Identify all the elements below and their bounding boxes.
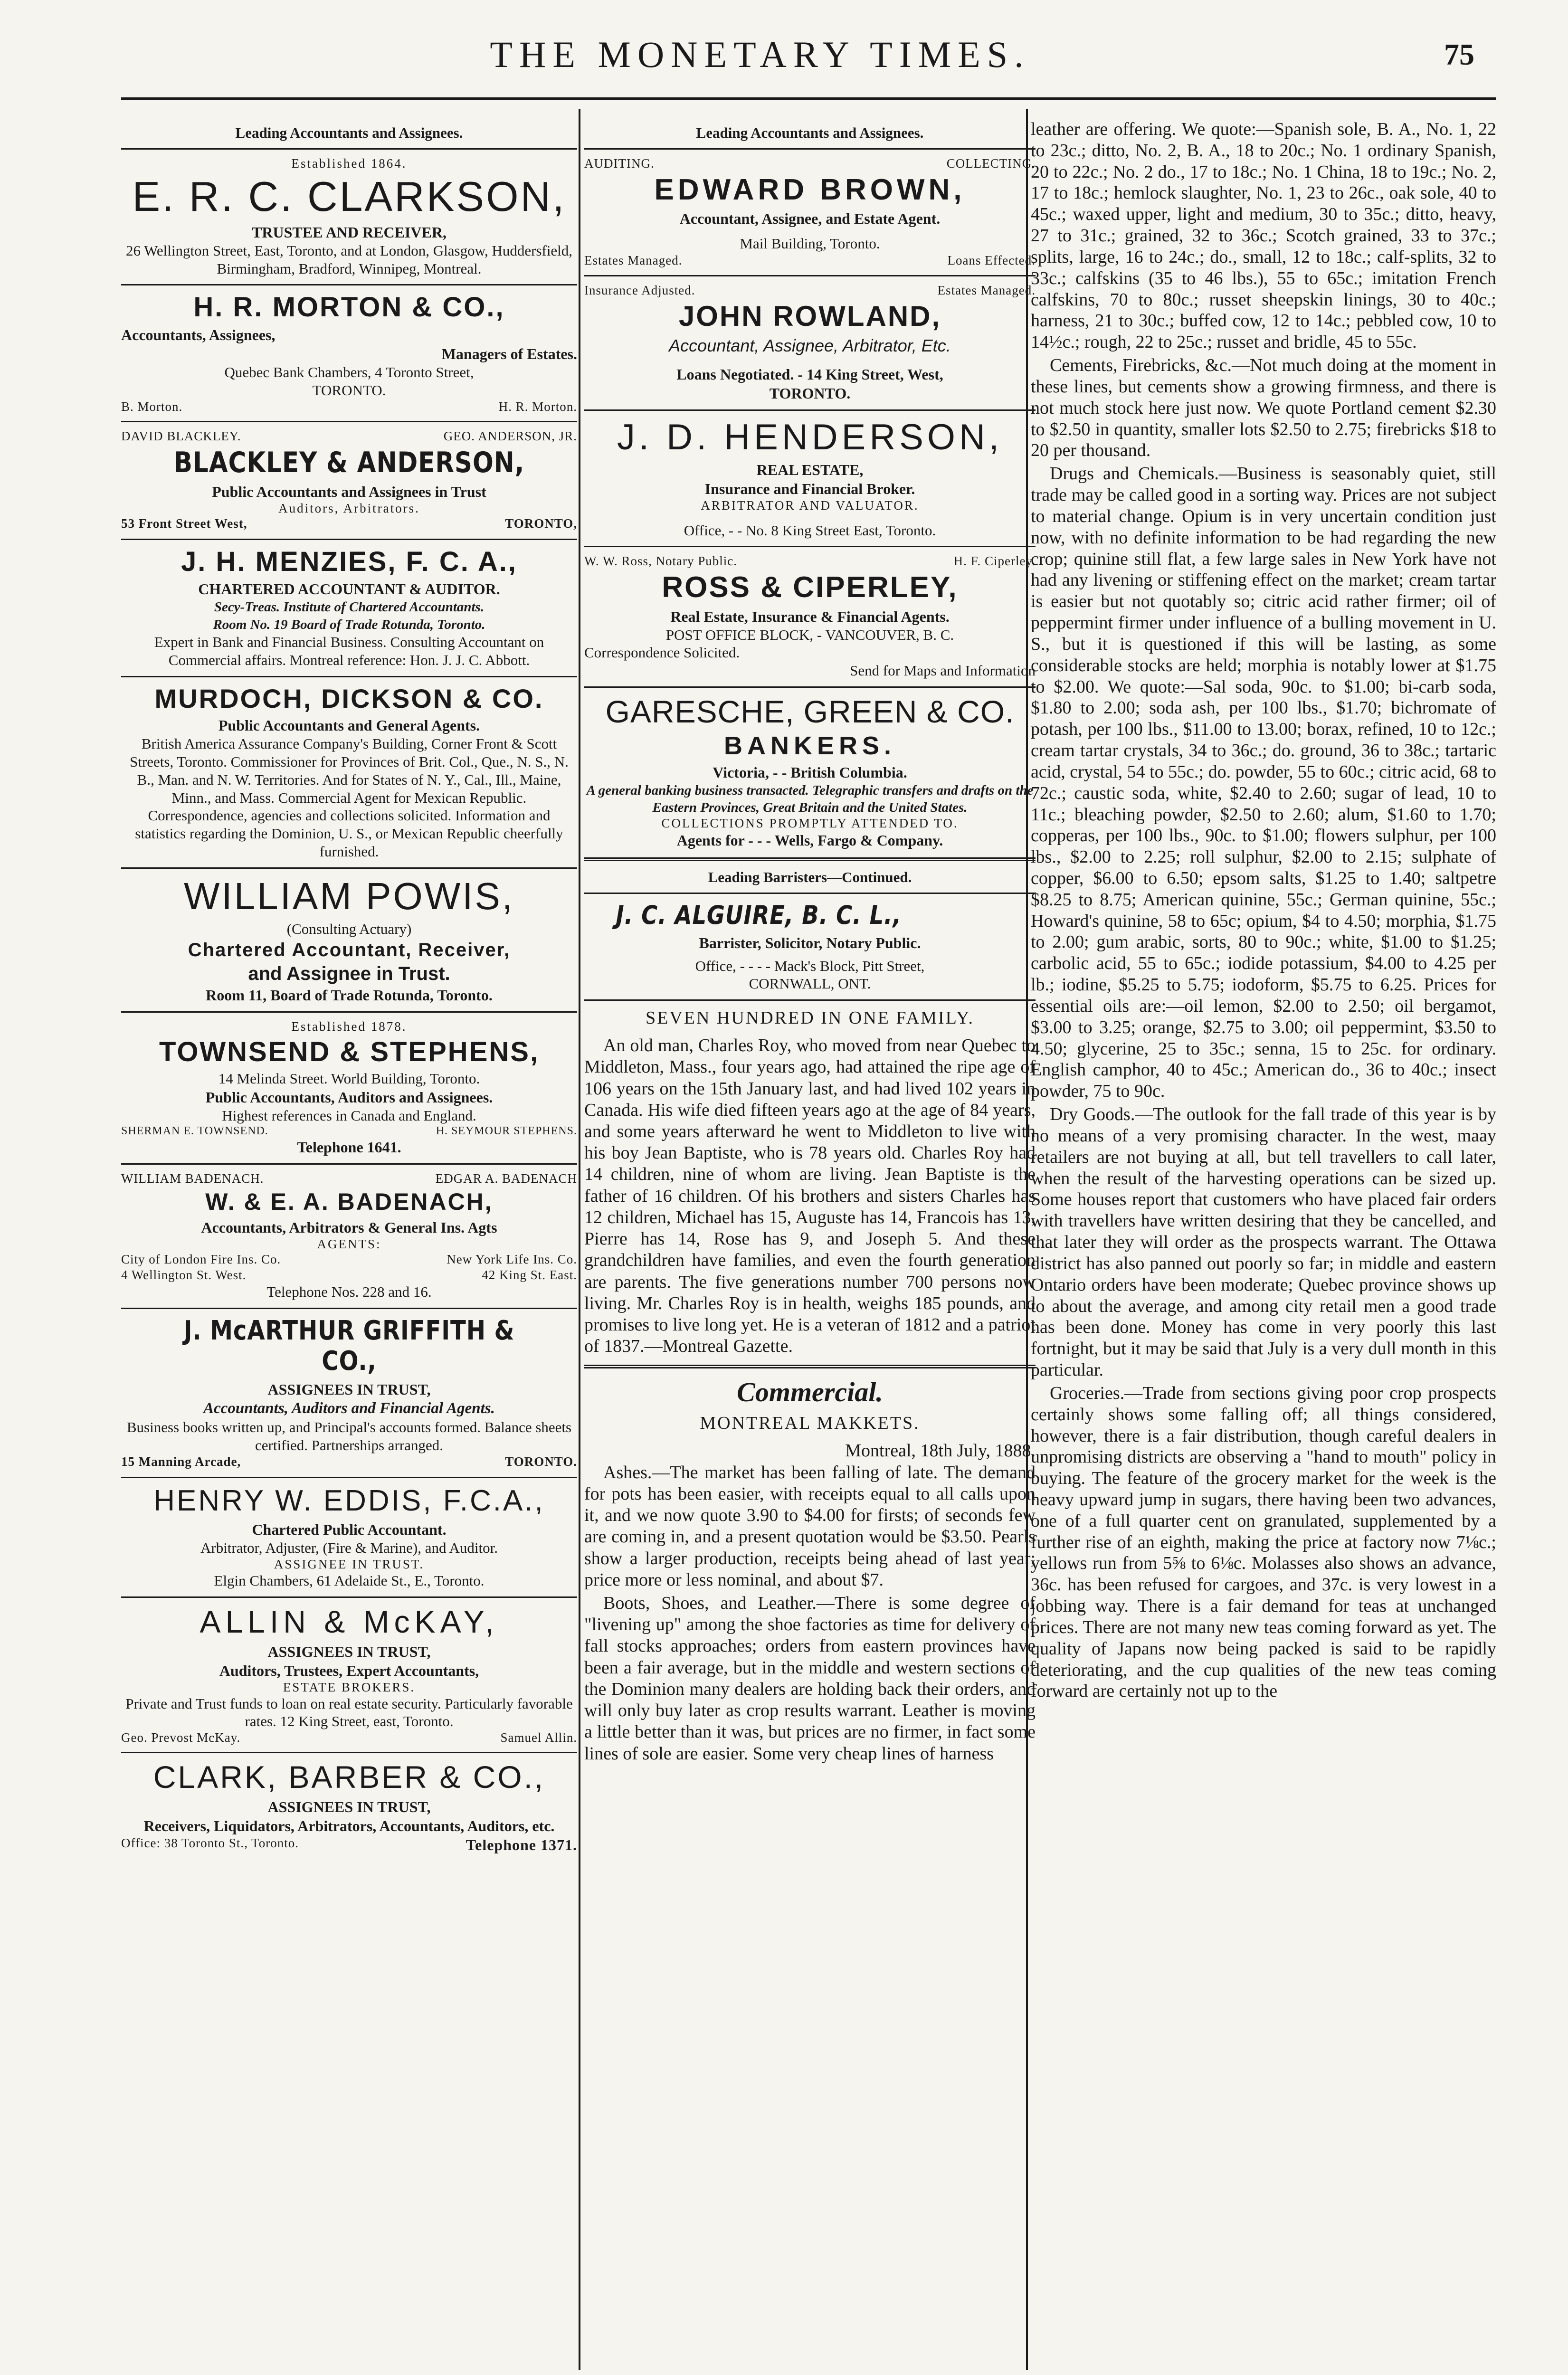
ad-name: HENRY W. EDDIS, F.C.A., [153,1484,545,1518]
ad-name: ALLIN & McKAY, [200,1604,499,1639]
ad-morton: H. R. MORTON & CO., Accountants, Assignees, Managers of Estates. Quebec Bank Chambers, 4 Toronto Street, TORONTO. B. Morton. H. R. Morton. [121,292,577,414]
barristers-heading: Leading Barristers—Continued. [708,869,912,886]
article-seven-hundred: SEVEN HUNDRED IN ONE FAMILY. An old man, Charles Roy, who moved from near Quebec to Middleton, Mass., four years ago, had attained the ripe age of 106 years on the 15th January last, and had lived 102 years in Canada. His wife died fifteen years ago at the age of 84 years, and some years afterward he went to Middleton to live with his boy Jean Baptiste, who is 78 years old. Charles Roy had 14 children, nine of whom are living. Jean Baptiste is the father of 16 children. Of his brothers and sisters Charles has 12 children, Michael has 15, Auguste has 14, Francois has 13, Pierre has 14, Rose has 9, and Joseph 5. And these grandchildren have families, and even the fourth generation are parents. The five generations number 700 persons now living. Mr. Charles Roy is in health, weighs 185 pounds, and promises to live long yet. He is a veteran of 1812 and a patriot of 1837.—Montreal Gazette. [584,1008,1036,1357]
column-market-report [1031,119,1496,1704]
ad-name: BLACKLEY & ANDERSON, [173,446,525,479]
ad-garesche-green: GARESCHE, GREEN & CO. BANKERS. Victoria, - - British Columbia. A general banking business transacted. Telegraphic transfers and drafts on the Eastern Provinces, Great Britain and the United States. COLLECTIONS PROMPTLY ATTENDED TO. Agents for - - - Wells, Fargo & Company. [584,694,1036,850]
ad-clark-barber: CLARK, BARBER & CO., ASSIGNEES IN TRUST, Receivers, Liquidators, Arbitrators, Accountants, Auditors, etc. Office: 38 Toronto St., Toronto. Telephone 1371. [121,1759,577,1853]
column-divider-1 [579,109,580,2370]
masthead-title: THE MONETARY TIMES. [490,34,1030,75]
ad-name: J. H. MENZIES, F. C. A., [181,546,517,577]
ad-edward-brown: AUDITING. COLLECTING. EDWARD BROWN, Accountant, Assignee, and Estate Agent. Mail Building, Toronto. Estates Managed. Loans Effected. [584,156,1036,267]
ad-alguire: J. C. ALGUIRE, B. C. L., Barrister, Solicitor, Notary Public. Office, - - - - Mack's Block, Pitt Street, CORNWALL, ONT. [584,901,1036,993]
ad-allin-mckay: ALLIN & McKAY, ASSIGNEES IN TRUST, Auditors, Trustees, Expert Accountants, ESTATE BROKERS. Private and Trust funds to loan on real estate security. Particularly favorable rates. 12 King Street, east, Toronto. Geo. Prevost McKay. Samuel Allin. [121,1604,577,1745]
page-number: 75 [1444,38,1474,71]
ad-blackley-anderson: DAVID BLACKLEY. GEO. ANDERSON, JR. BLACKLEY & ANDERSON, Public Accountants and Assignees in Trust Auditors, Arbitrators. 53 Front Street West, TORONTO, [121,428,577,531]
ad-name: J. McARTHUR GRIFFITH & CO., [183,1315,515,1377]
ad-powis: WILLIAM POWIS, (Consulting Actuary) Chartered Accountant, Receiver, and Assignee in Trust. Room 11, Board of Trade Rotunda, Toronto. [121,875,577,1005]
ad-townsend-stephens: Established 1878. TOWNSEND & STEPHENS, 14 Melinda Street. World Building, Toronto. Public Accountants, Auditors and Assignees. Highest references in Canada and England. SHERMAN E. TOWNSEND. H. SEYMOUR STEPHENS. Telephone 1641. [121,1019,577,1156]
ad-name: TOWNSEND & STEPHENS, [159,1036,540,1067]
column-heading: Leading Accountants and Assignees. [696,124,924,141]
article-montreal-markets: Montreal, 18th July, 1888. Ashes.—The market has been falling of late. The demand for pots has been easier, with receipts equal to all calls upon it, and we now quote 3.90 to $4.00 for firsts; of seconds few are coming in, and a present quotation would be $3.50. Pearls show a larger production, receipts being ahead of last year; price more or less nominal, and about $7. Boots, Shoes, and Leather.—There is some degree of "livening up" among the shoe factories as time for delivery of fall stocks approaches; orders from eastern provinces have been a fair average, but in the middle and western sections of the Dominion many dealers are holding back their orders, and will only buy later as crop results warrant. Leather is moving a little better than it was, but prices are no firmer, in fact some lines of sole are easier. Some very cheap lines of harness [584,1441,1036,1764]
article-title: SEVEN HUNDRED IN ONE FAMILY. [645,1008,975,1028]
ad-name: ROSS & CIPERLEY, [662,571,958,604]
ad-name: E. R. C. CLARKSON, [132,173,566,220]
ad-name: EDWARD BROWN, [654,173,966,206]
ad-name: JOHN ROWLAND, [678,300,941,332]
ad-griffith: J. McARTHUR GRIFFITH & CO., ASSIGNEES IN TRUST, Accountants, Auditors and Financial Agents. Business books written up, and Principal's accounts formed. Balance sheets certified. Partnerships arranged. 15 Manning Arcade, TORONTO. [121,1315,577,1469]
article-title: MONTREAL MAKKETS. [700,1413,920,1434]
ad-name: H. R. MORTON & CO., [193,292,505,323]
ad-murdoch-dickson: MURDOCH, DICKSON & CO. Public Accountants and General Agents. British America Assurance Company's Building, Corner Front & Scott Streets, Toronto. Commissioner for Provinces of Brit. Col., Que., N. S., N. B., Man. and N. W. Territories. And for States of N. Y., Cal., Ill., Maine, Minn., and Mass. Commercial Agent for Mexican Republic. Correspondence, agencies and collections solicited. Information and statistics regarding the Dominion, U. S., or Mexican Republic cheerfully furnished. [121,684,577,861]
ad-name: J. D. HENDERSON, [617,417,1003,457]
ad-ross-ciperley: W. W. Ross, Notary Public. H. F. Ciperley. ROSS & CIPERLEY, Real Estate, Insurance & Financial Agents. POST OFFICE BLOCK, - VANCOUVER, B. C. Correspondence Solicited. Send for Maps and Information [584,554,1036,679]
ad-eddis: HENRY W. EDDIS, F.C.A., Chartered Public Accountant. Arbitrator, Adjuster, (Fire & Marine), and Auditor. ASSIGNEE IN TRUST. Elgin Chambers, 61 Adelaide St., E., Toronto. [121,1485,577,1590]
ad-name: MURDOCH, DICKSON & CO. [154,683,544,713]
column-accountants-1 [121,119,577,1854]
column-accountants-2 [584,119,1036,1767]
column-heading: Leading Accountants and Assignees. [235,124,463,141]
ad-badenach: WILLIAM BADENACH. EDGAR A. BADENACH W. & E. A. BADENACH, Accountants, Arbitrators & General Ins. Agts AGENTS: City of London Fire Ins. Co. New York Life Ins. Co. 4 Wellington St. West. 42 King St. East. Telephone Nos. 228 and 16. [121,1171,577,1300]
ad-clarkson: Established 1864. E. R. C. CLARKSON, TRUSTEE AND RECEIVER, 26 Wellington Street, East, Toronto, and at London, Glasgow, Huddersfield, Birmingham, Bradford, Winnipeg, Montreal. [121,156,577,277]
ad-john-rowland: Insurance Adjusted. Estates Managed. JOHN ROWLAND, Accountant, Assignee, Arbitrator, Etc. Loans Negotiated. - 14 King Street, West, TORONTO. [584,283,1036,402]
ad-name: W. & E. A. BADENACH, [205,1188,493,1216]
ad-henderson: J. D. HENDERSON, REAL ESTATE, Insurance and Financial Broker. ARBITRATOR AND VALUATOR. Office, - - No. 8 King Street East, Toronto. [584,418,1036,539]
commercial-heading: Commercial. [737,1377,883,1408]
ad-name: J. C. ALGUIRE, B. C. L., [616,900,902,931]
top-rule [121,97,1496,100]
ad-menzies: J. H. MENZIES, F. C. A., CHARTERED ACCOUNTANT & AUDITOR. Secy-Treas. Institute of Chartered Accountants. Room No. 19 Board of Trade Rotunda, Toronto. Expert in Bank and Financial Business. Consulting Accountant on Commercial affairs. Montreal reference: Hon. J. J. C. Abbott. [121,547,577,669]
ad-name: CLARK, BARBER & CO., [153,1759,545,1795]
article-market-continued: leather are offering. We quote:—Spanish sole, B. A., No. 1, 22 to 23c.; ditto, No. 2, B. A., 18 to 20c.; No. 1 ordinary Spanish, 20 to 22c.; No. 2 do., 17 to 18c.; No. 1 China, 18 to 19c.; No. 2, 17 to 18c.; hemlock slaughter, No. 1, 23 to 26c., oak sole, 40 to 45c.; waxed upper, light and medium, 30 to 35c.; ditto, heavy, 27 to 31c.; grained, 32 to 36c.; Scotch grained, 33 to 37c.; splits, large, 16 to 24c.; do., small, 12 to 18c.; calf-splits, 32 to 33c.; calfskins (35 to 46 lbs.), 55 to 65c.; imitation French calfskins, 70 to 80c.; russet sheepskin linings, 30 to 40c.; harness, 21 to 30c.; buffed cow, 12 to 14c.; pebbled cow, 10 to 14½c.; rough, 22 to 25c.; russet and bridle, 45 to 55c. Cements, Firebricks, &c.—Not much doing at the moment in these lines, but cements show a growing firmness, and there is not much stock here just now. We quote Portland cement $2.30 to $2.50 in quantity, smaller lots $2.50 to 2.75; firebricks $18 to 20 per thousand. Drugs and Chemicals.—Business is seasonably quiet, still trade may be called good in a sorting way. Prices are not subject to material change. Opium is in very uncertain condition just now, with no definite information to be had regarding the new crop; quinine still flat, a few large sales in New York have not had any livening or stiffening effect on the market; cream tartar is easier but not quotably so; citric acid rather firmer; oil of peppermint firmer under influence of a bulling movement in U. S., but it is questioned if this will be lasting, as some considerable stocks are held; morphia is notably lower at $1.75 to $2.00. We quote:—Sal soda, 90c. to $1.00; bi-carb soda, $1.80 to 2.00; soda ash, per 100 lbs., $1.70; bichromate of potash, per 100 lbs., $11.00 to 13.00; borax, refined, 10 to 12c.; cream tartar crystals, 34 to 36c.; do. ground, 36 to 38c.; tartaric acid, crystal, 54 to 55c.; do. powder, 55 to 60c.; citric acid, 68 to 72c.; caustic soda, white, $2.40 to 2.60; sugar of lead, 10 to 11c.; bleaching powder, $2.50 to 2.60; alum, $1.60 to 1.70; copperas, per 100 lbs., 90c. to $1.00; flowers sulphur, per 100 lbs., $2.00 to 2.25; roll sulphur, $2.00 to 2.15; sulphate of copper, $6.00 to 6.50; epsom salts, $1.25 to 1.40; saltpetre $8.25 to 8.75; American quinine, 55c.; German quinine, 55c.; Howard's quinine, 58 to 65c; opium, $4 to 4.50; morphia, $1.75 to 2.00; gum arabic, sorts, 80 to 90c.; white, $1.00 to $1.25; carbolic acid, 55 to 65c.; iodide potassium, $4.00 to 4.25 per lb.; iodine, $5.25 to 5.75; iodoform, $5.75 to 6.25. Prices for essential oils are:—oil lemon, $2.00 to 2.50; oil bergamot, $3.00 to 3.25; orange, $2.75 to 3.00; oil peppermint, $3.50 to 4.50; glycerine, 25 to 35c.; senna, 15 to 25c. for ordinary. English camphor, 40 to 45c.; American do., 36 to 40c.; insect powder, 75 to 90c. Dry Goods.—The outlook for the fall trade of this year is by no means of a very promising character. In the west, maay retailers are not buying at all, but tell travellers to call later, when the result of the harvesting operations can be sized up. Some houses report that customers who have placed fair orders with travellers have written desiring that they be cancelled, and that later they will order as the prospects warrant. The Ottawa district has also panned out poorly so far; in middle and eastern Ontario orders have been moderate; Quebec province shows up to about the average, and among city retail men a good trade has been done. Money has come in very poorly this last fortnight, but it may be said that July is a very dull month in this particular. Groceries.—Trade from sections giving poor crop prospects certainly shows some falling off; all things considered, however, there is a fair distribution, though careful dealers in unpromising districts are observing a "hand to mouth" policy in buying. The feature of the grocery market for the week is the heavy upward jump in sugars, there having been two advances, one of a full quarter cent on granulated, supplemented by a further rise of an eighth, making the price at factory now 7⅛c.; yellows run from 5⅝ to 6⅛c. Molasses also shows an advance, 36c. has been refused for cargoes, and 37c. is very lowest in a jobbing way. There is a fair demand for teas at unchanged prices. There are not many new teas coming forward as yet. The quality of Japans now being packed is said to be rapidly deteriorating, and the cup qualities of the new teas coming forward are certainly not up to the [1031,119,1496,1701]
ad-name: WILLIAM POWIS, [183,874,515,917]
ad-name: GARESCHE, GREEN & CO. [605,694,1015,729]
